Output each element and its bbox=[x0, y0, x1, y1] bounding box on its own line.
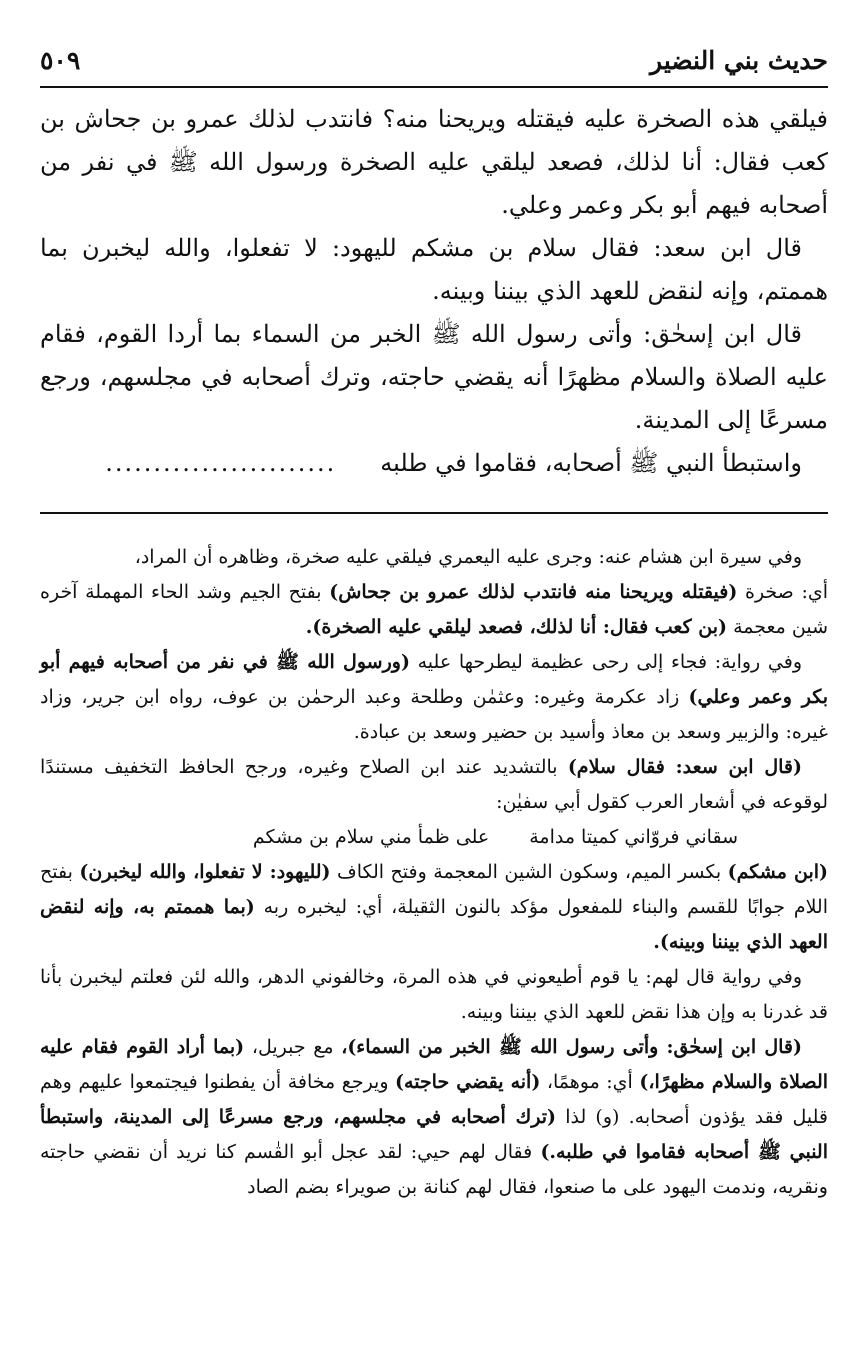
commentary-paragraph bbox=[40, 855, 828, 960]
footnote-divider bbox=[40, 512, 828, 514]
continuation-dots: ........................ bbox=[105, 449, 337, 477]
quoted-text: (قال ابن سعد: فقال سلام) bbox=[567, 756, 803, 778]
quoted-text: (أنه يقضي حاجته) bbox=[395, 1071, 541, 1093]
commentary-paragraph bbox=[40, 960, 828, 1030]
poetry-verse bbox=[40, 820, 828, 855]
main-last-line bbox=[40, 442, 828, 485]
quoted-text: (بن كعب فقال: أنا لذلك، فصعد ليلقي عليه الصخرة). bbox=[305, 616, 728, 638]
quoted-text: (بما هممتم به، وإنه لنقض العهد الذي بيننا وبينه). bbox=[40, 896, 828, 953]
quoted-text: (فيقتله ويريحنا منه فانتدب لذلك عمرو بن جحاش) bbox=[329, 581, 738, 603]
commentary-text: بالتشديد عند ابن الصلاح وغيره، ورجح الحافظ التخفيف مستندًا لوقوعه في أشعار العرب كقول أبي سفيٰن: bbox=[40, 756, 828, 813]
quoted-text: (ورسول الله ﷺ في نفر من أصحابه فيهم أبو بكر وعمر وعلي) bbox=[40, 651, 828, 708]
page-number: ٥٠٩ bbox=[40, 45, 81, 75]
commentary-paragraph bbox=[40, 750, 828, 820]
quoted-text: (لليهود: لا تفعلوا، والله ليخبرن) bbox=[79, 861, 331, 883]
main-text bbox=[40, 98, 828, 485]
quoted-text: (ابن مشكم) bbox=[727, 861, 828, 883]
commentary-text: أي: موهمًا، bbox=[546, 1071, 633, 1093]
commentary-text: زاد عكرمة وغيره: وعثمٰن وطلحة وعبد الرحمٰن بن عوف، رواه ابن جرير، وزاد غيره: والزبير وسعد بن معاذ وأسيد بن حضير وسعد بن عبادة. bbox=[40, 686, 828, 743]
commentary-text: وفي رواية قال لهم: يا قوم أطيعوني في هذه المرة، وخالفوني الدهر، والله لئن فعلتم ليخبرن بأنا قد غدرنا به وإن هذا نقض للعهد الذي بيننا وبينه. bbox=[40, 966, 828, 1023]
commentary-text: مع جبريل، bbox=[251, 1036, 334, 1058]
commentary-text: بفتح اللام جوابًا للقسم والبناء للمفعول مؤكد بالنون الثقيلة، أي: ليخبره ربه bbox=[40, 861, 829, 918]
verse-first-hemistich: سقاني فروّاني كميتا مدامة bbox=[529, 826, 738, 848]
commentary-text: بكسر الميم، وسكون الشين المعجمة وفتح الكاف bbox=[337, 861, 722, 883]
commentary-paragraph bbox=[40, 575, 828, 645]
commentary-text: وفي رواية: فجاء إلى رحى عظيمة ليطرحها عليه bbox=[417, 651, 802, 673]
page-header bbox=[40, 40, 828, 80]
commentary-text: ويرجع مخافة أن يفطنوا فيجتمعوا عليهم وهم قليل فقد يؤذون أصحابه. (و) لذا bbox=[40, 1071, 828, 1128]
quoted-text: (ترك أصحابه في مجلسهم، ورجع مسرعًا إلى المدينة، واستبطأ النبي ﷺ أصحابه فقاموا في طلبه.) bbox=[40, 1106, 829, 1163]
main-last-line-text: واستبطأ النبي ﷺ أصحابه، فقاموا في طلبه bbox=[380, 449, 802, 477]
commentary-paragraph bbox=[40, 540, 828, 575]
commentary-text: وفي سيرة ابن هشام عنه: وجرى عليه اليعمري فيلقي عليه صخرة، وظاهره أن المراد، bbox=[134, 546, 802, 568]
header-divider bbox=[40, 86, 828, 88]
commentary-paragraph bbox=[40, 1030, 828, 1205]
commentary-paragraph bbox=[40, 645, 828, 750]
commentary-text: أي: صخرة bbox=[744, 581, 828, 603]
running-title: حديث بني النضير bbox=[650, 45, 828, 75]
main-paragraph: فيلقي هذه الصخرة عليه فيقتله ويريحنا منه؟ فانتدب لذلك عمرو بن جحاش بن كعب فقال: أنا لذلك، فصعد ليلقي عليه الصخرة ورسول الله ﷺ في نفر من أصحابه فيهم أبو بكر وعمر وعلي. bbox=[40, 105, 828, 219]
main-paragraph: قال ابن سعد: فقال سلام بن مشكم لليهود: لا تفعلوا، والله ليخبرن بما هممتم، وإنه لنقض للعهد الذي بيننا وبينه. bbox=[40, 234, 828, 305]
quoted-text: (بما أراد القوم فقام عليه الصلاة والسلام مظهرًا،) bbox=[40, 1036, 829, 1093]
quoted-text: (قال ابن إسحٰق: وأتى رسول الله ﷺ الخبر من السماء)، bbox=[341, 1036, 802, 1058]
verse-second-hemistich: على ظمأ مني سلام بن مشكم bbox=[252, 826, 490, 848]
main-paragraph: قال ابن إسحٰق: وأتى رسول الله ﷺ الخبر من السماء بما أردا القوم، فقام عليه الصلاة والسلام مظهرًا أنه يقضي حاجته، وترك أصحابه في مجلسهم، ورجع مسرعًا إلى المدينة. bbox=[40, 320, 828, 434]
commentary-text: فقال لهم حيي: لقد عجل أبو القٰسم كنا نريد أن نقضي حاجته ونقريه، وندمت اليهود على ما صنعوا، فقال لهم كنانة بن صويراء بضم الصاد bbox=[40, 1141, 828, 1198]
commentary bbox=[40, 540, 828, 1205]
commentary-text: بفتح الجيم وشد الحاء المهملة آخره شين معجمة bbox=[40, 581, 828, 638]
